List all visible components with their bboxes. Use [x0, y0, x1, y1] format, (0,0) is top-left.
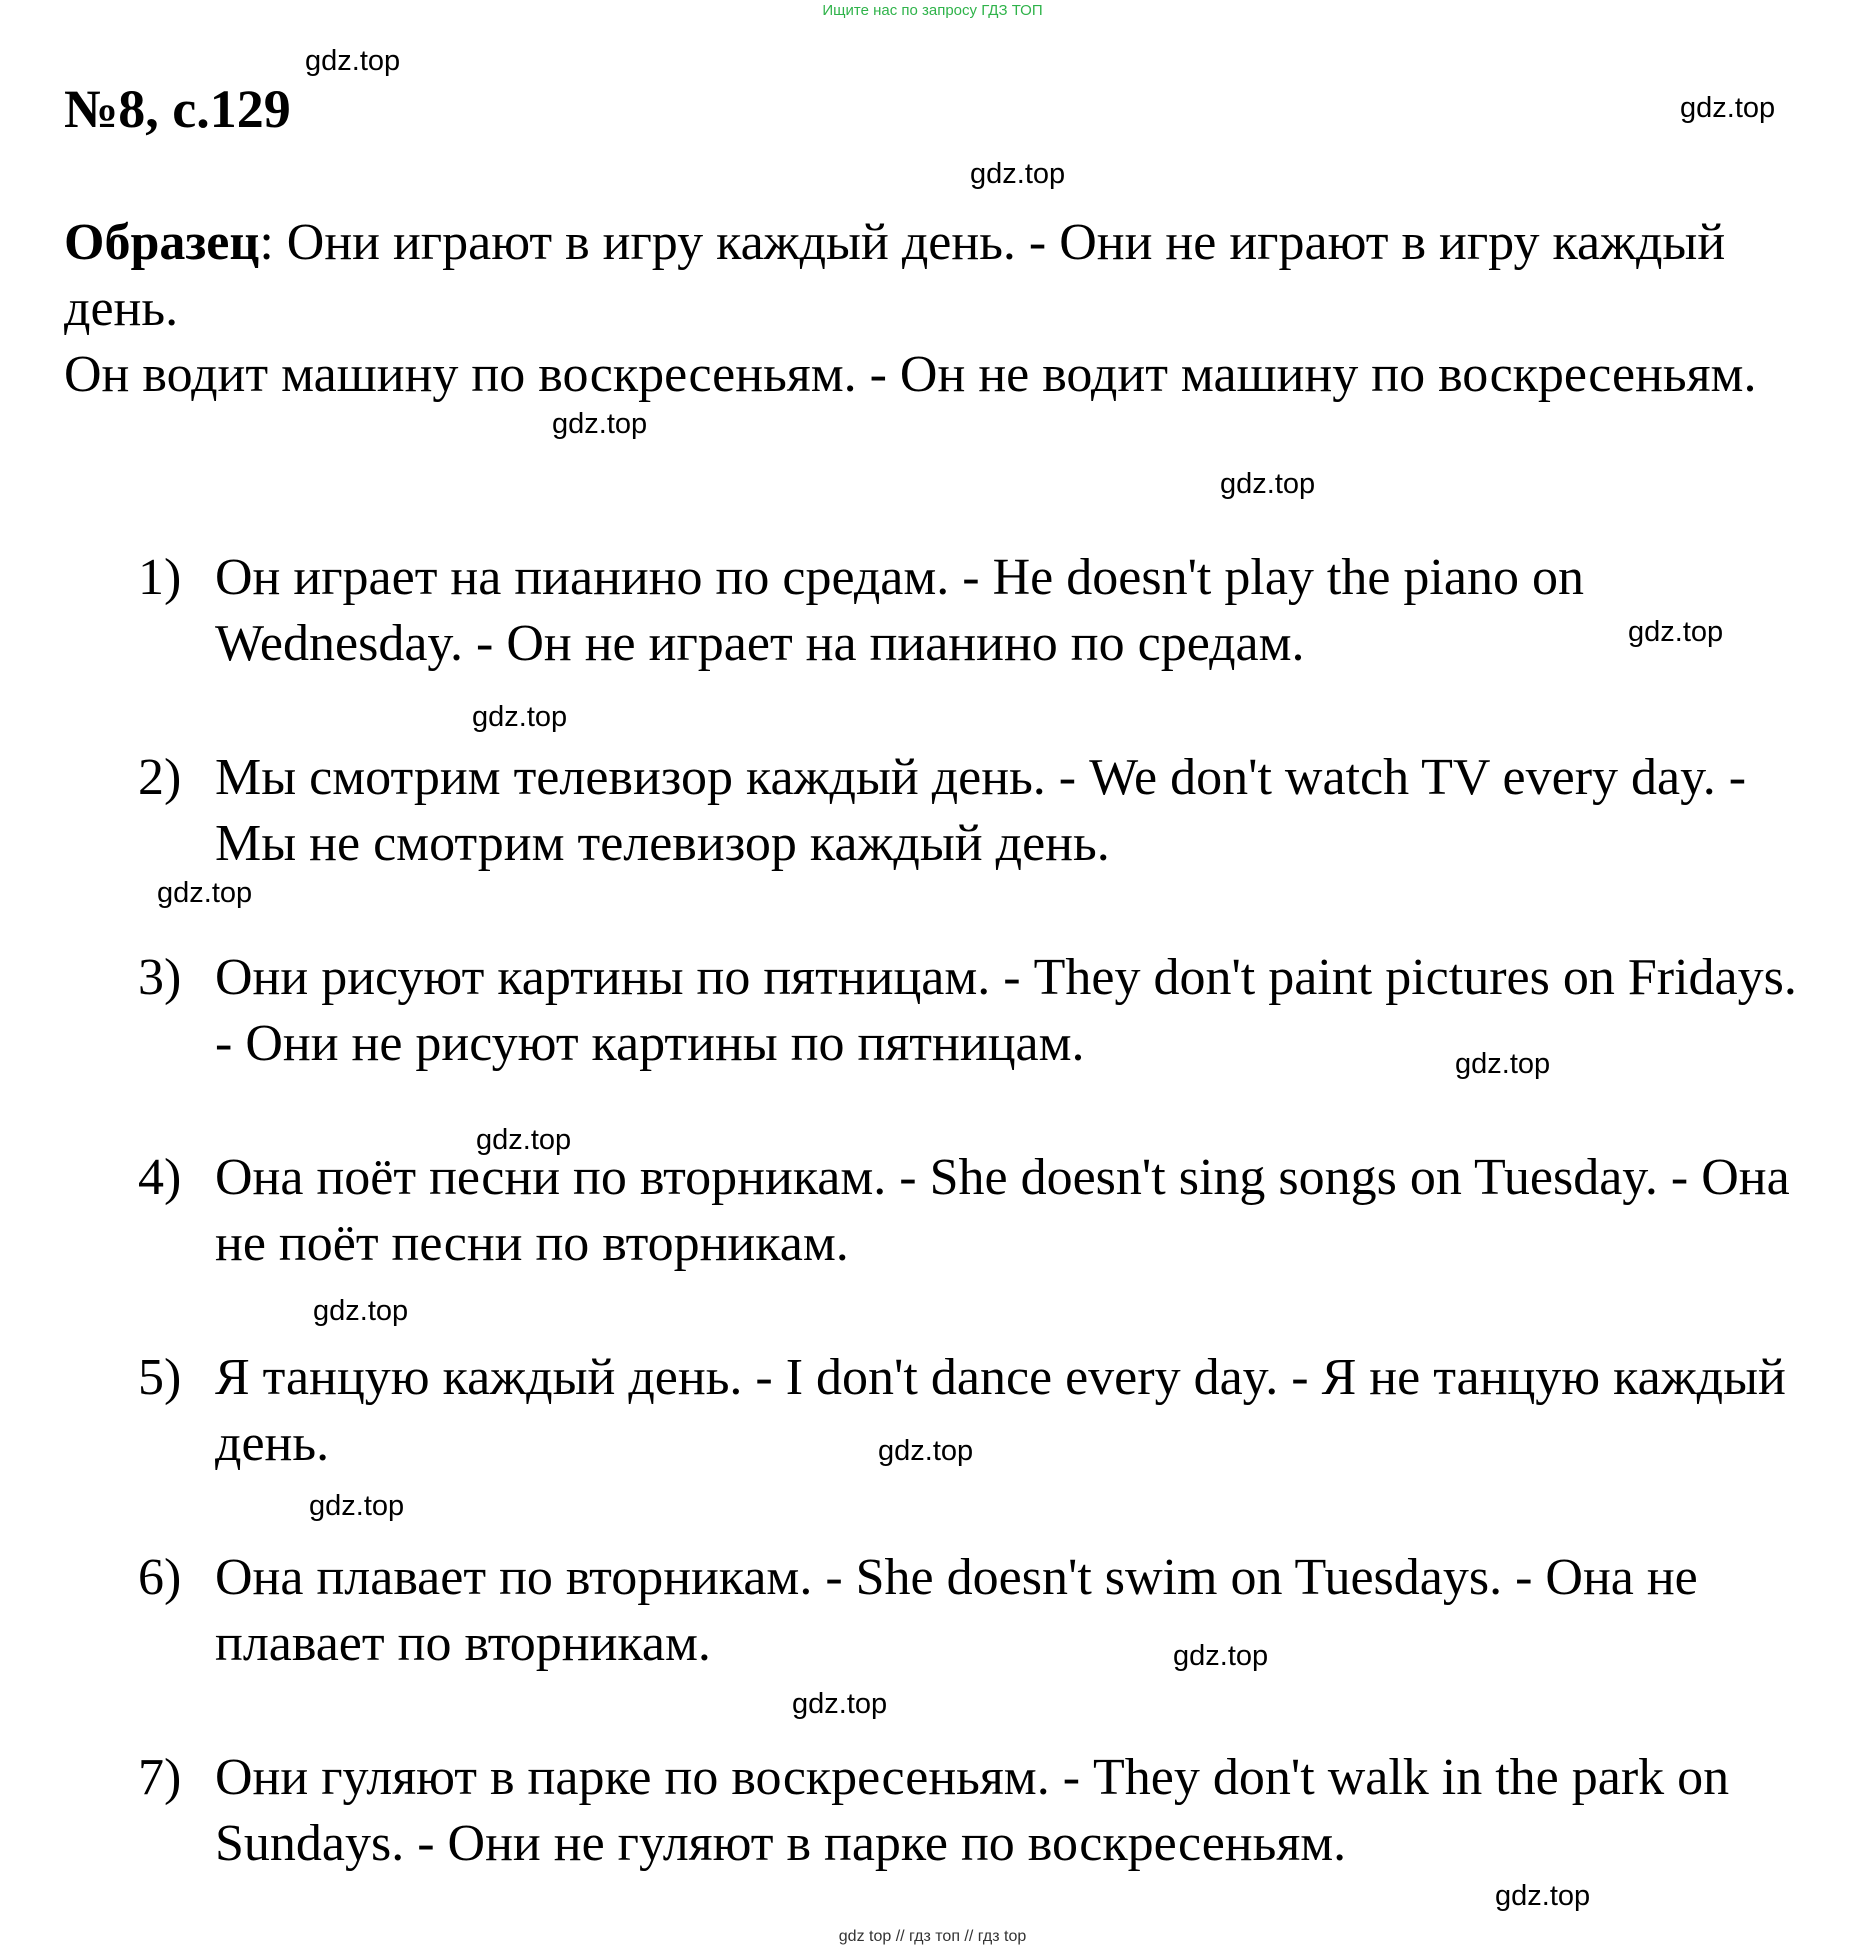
- item-number: 7): [138, 1749, 182, 1806]
- watermark: gdz.top: [1680, 92, 1776, 124]
- sample-label: Образец: [64, 214, 260, 271]
- watermark: gdz.top: [1628, 616, 1724, 648]
- list-item: [138, 1345, 1818, 1477]
- list-item: [138, 1145, 1818, 1277]
- list-item: [138, 945, 1818, 1077]
- list-item: [138, 1745, 1818, 1877]
- item-text: Я танцую каждый день. - I don't dance every day. - Я не танцую каждый день.: [215, 1349, 1786, 1472]
- exercise-heading: №8, с.129: [64, 79, 291, 139]
- watermark: gdz.top: [309, 1490, 405, 1522]
- watermark: gdz.top: [878, 1435, 974, 1467]
- sample-line-1: [64, 210, 1784, 342]
- list-item: [138, 1545, 1818, 1677]
- watermark: gdz.top: [476, 1124, 572, 1156]
- watermark: gdz.top: [305, 45, 401, 77]
- item-number: 4): [138, 1149, 182, 1206]
- watermark: gdz.top: [157, 877, 253, 909]
- watermark: gdz.top: [1220, 468, 1316, 500]
- answers-list: [138, 545, 1818, 1945]
- sample-text-1: : Они играют в игру каждый день. - Они не играют в игру каждый день.: [64, 214, 1726, 337]
- watermark: gdz.top: [970, 158, 1066, 190]
- item-number: 3): [138, 949, 182, 1006]
- item-text: Они гуляют в парке по воскресеньям. - They don't walk in the park on Sundays. - Они не гуляют в парке по воскресеньям.: [215, 1749, 1730, 1872]
- item-number: 6): [138, 1549, 182, 1606]
- watermark: gdz.top: [792, 1688, 888, 1720]
- item-text: Он играет на пианино по средам. - He doesn't play the piano on Wednesday. - Он не играет на пианино по средам.: [215, 549, 1584, 672]
- item-text: Они рисуют картины по пятницам. - They don't paint pictures on Fridays. - Они не рисуют картины по пятницам.: [215, 949, 1797, 1072]
- item-text: Мы смотрим телевизор каждый день. - We don't watch TV every day. - Мы не смотрим телевизор каждый день.: [215, 749, 1747, 872]
- watermark: gdz.top: [552, 408, 648, 440]
- footer-text: gdz top // гдз топ // гдз top: [838, 1928, 1027, 1945]
- sample-block: [64, 210, 1784, 408]
- list-item: [138, 545, 1818, 677]
- site-banner: Ищите нас по запросу ГДЗ ТОП: [822, 2, 1043, 19]
- watermark: gdz.top: [1455, 1048, 1551, 1080]
- watermark: gdz.top: [472, 701, 568, 733]
- item-number: 5): [138, 1349, 182, 1406]
- item-number: 2): [138, 749, 182, 806]
- item-text: Она поёт песни по вторникам. - She doesn't sing songs on Tuesday. - Она не поёт песни по вторникам.: [215, 1149, 1790, 1272]
- watermark: gdz.top: [1173, 1640, 1269, 1672]
- item-number: 1): [138, 549, 182, 606]
- watermark: gdz.top: [1495, 1880, 1591, 1912]
- watermark: gdz.top: [313, 1295, 409, 1327]
- list-item: [138, 745, 1818, 877]
- item-text: Она плавает по вторникам. - She doesn't swim on Tuesdays. - Она не плавает по вторникам.: [215, 1549, 1698, 1672]
- sample-line-2: Он водит машину по воскресеньям. - Он не водит машину по воскресеньям.: [64, 346, 1757, 403]
